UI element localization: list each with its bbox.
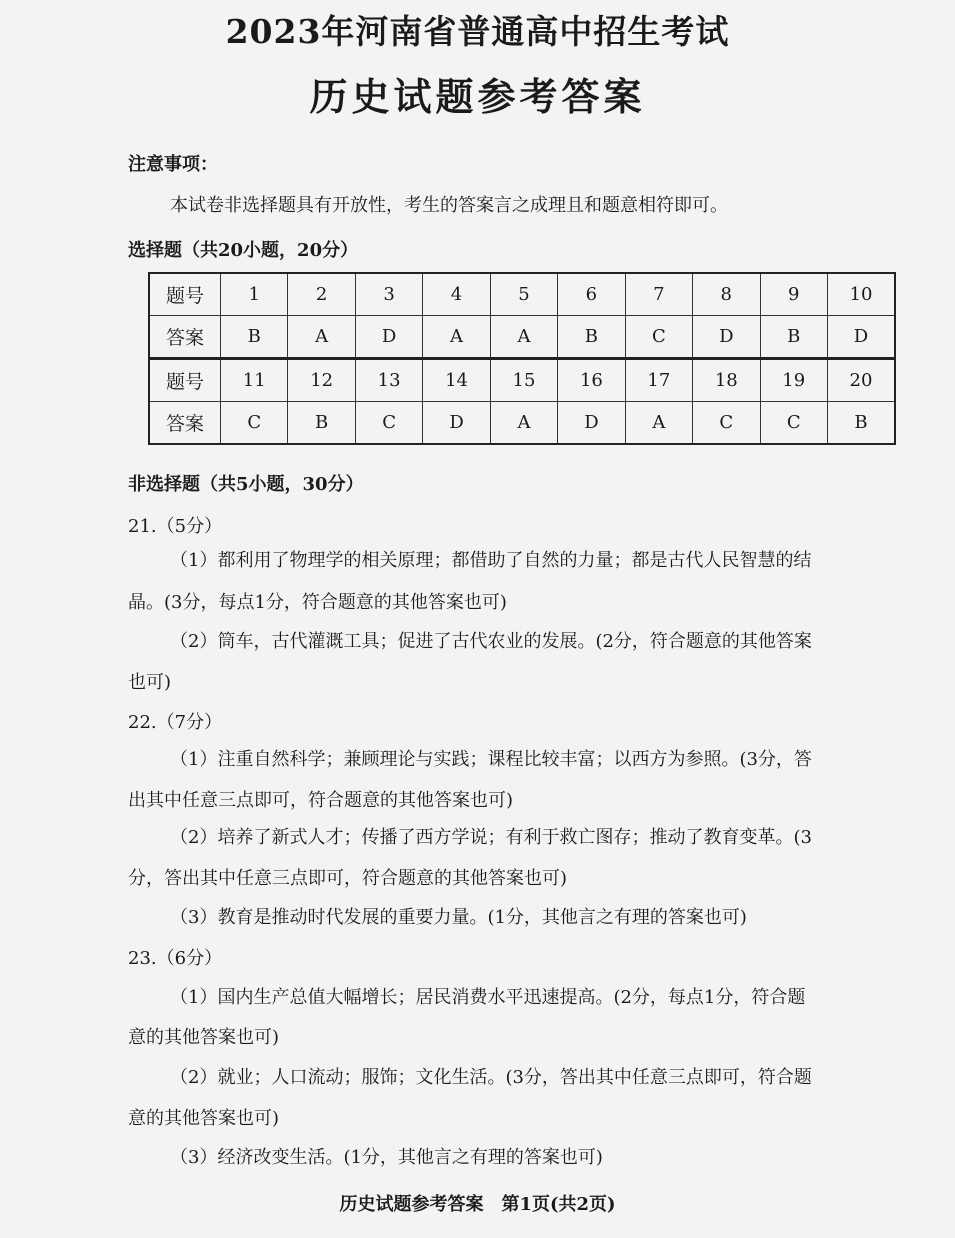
answer-cell: A — [490, 316, 557, 359]
answer-cell: A — [288, 316, 355, 359]
answer-table — [148, 272, 896, 445]
row-label-number: 题号 — [149, 359, 221, 402]
answer-cell: B — [760, 316, 827, 359]
question-heading: 22.（7分） — [128, 712, 223, 733]
answer-cell: B — [558, 316, 625, 359]
question-number: 13 — [355, 359, 422, 402]
question-number: 1 — [221, 273, 288, 316]
answer-cell: D — [558, 402, 625, 445]
question-number: 3 — [355, 273, 422, 316]
answer-cell: A — [625, 402, 692, 445]
answer-line: （2）就业；人口流动；服饰；文化生活。(3分，答出其中任意三点即可，符合题 — [170, 1067, 812, 1088]
row-label-answer: 答案 — [149, 316, 221, 359]
answer-row — [149, 316, 895, 359]
page-title: 历史试题参考答案 — [309, 74, 646, 119]
answer-cell: D — [355, 316, 422, 359]
exam-title: 2023年河南省普通高中招生考试 — [225, 12, 730, 51]
answer-line: 意的其他答案也可) — [128, 1108, 280, 1129]
answer-row — [149, 402, 895, 445]
choice-heading: 选择题（共20小题，20分） — [128, 240, 359, 261]
number-row — [149, 273, 895, 316]
answer-cell: A — [423, 316, 490, 359]
question-number: 6 — [558, 273, 625, 316]
question-number: 9 — [760, 273, 827, 316]
answer-cell: D — [423, 402, 490, 445]
question-heading: 23.（6分） — [128, 948, 223, 969]
answer-line: 分，答出其中任意三点即可，符合题意的其他答案也可) — [128, 868, 568, 889]
question-number: 2 — [288, 273, 355, 316]
question-number: 7 — [625, 273, 692, 316]
notes-text: 本试卷非选择题具有开放性，考生的答案言之成理且和题意相符即可。 — [170, 195, 728, 216]
answer-line: （2）培养了新式人才；传播了西方学说；有利于救亡图存；推动了教育变革。(3 — [170, 827, 812, 848]
question-number: 10 — [827, 273, 895, 316]
answer-cell: C — [760, 402, 827, 445]
question-number: 17 — [625, 359, 692, 402]
answer-line: 晶。(3分，每点1分，符合题意的其他答案也可) — [128, 592, 507, 613]
question-number: 20 — [827, 359, 895, 402]
answer-cell: B — [827, 402, 895, 445]
answer-cell: D — [827, 316, 895, 359]
question-number: 12 — [288, 359, 355, 402]
answer-line: （1）国内生产总值大幅增长；居民消费水平迅速提高。(2分，每点1分，符合题 — [170, 987, 806, 1008]
question-number: 4 — [423, 273, 490, 316]
question-heading: 21.（5分） — [128, 516, 223, 537]
question-number: 5 — [490, 273, 557, 316]
answer-line: （1）注重自然科学；兼顾理论与实践；课程比较丰富；以西方为参照。(3分，答 — [170, 749, 812, 770]
answer-line: 出其中任意三点即可，符合题意的其他答案也可) — [128, 790, 514, 811]
question-number: 18 — [693, 359, 760, 402]
answer-line: （2）筒车，古代灌溉工具；促进了古代农业的发展。(2分，符合题意的其他答案 — [170, 631, 812, 652]
row-label-number: 题号 — [149, 273, 221, 316]
question-number: 15 — [490, 359, 557, 402]
answer-line: 意的其他答案也可) — [128, 1027, 280, 1048]
answer-line: （3）教育是推动时代发展的重要力量。(1分，其他言之有理的答案也可) — [170, 907, 747, 928]
page-footer: 历史试题参考答案 第1页(共2页) — [339, 1194, 616, 1215]
answer-cell: A — [490, 402, 557, 445]
answer-cell: B — [221, 316, 288, 359]
answer-line: （3）经济改变生活。(1分，其他言之有理的答案也可) — [170, 1147, 603, 1168]
question-number: 14 — [423, 359, 490, 402]
number-row — [149, 359, 895, 402]
question-number: 11 — [221, 359, 288, 402]
question-number: 19 — [760, 359, 827, 402]
answer-cell: C — [355, 402, 422, 445]
question-number: 16 — [558, 359, 625, 402]
answer-cell: C — [625, 316, 692, 359]
answer-cell: D — [693, 316, 760, 359]
answer-line: 也可) — [128, 672, 172, 693]
answer-cell: B — [288, 402, 355, 445]
row-label-answer: 答案 — [149, 402, 221, 445]
answer-line: （1）都利用了物理学的相关原理；都借助了自然的力量；都是古代人民智慧的结 — [170, 550, 812, 571]
nonchoice-heading: 非选择题（共5小题，30分） — [128, 474, 364, 495]
question-number: 8 — [693, 273, 760, 316]
answer-cell: C — [693, 402, 760, 445]
notes-label: 注意事项： — [128, 154, 218, 175]
answer-cell: C — [221, 402, 288, 445]
